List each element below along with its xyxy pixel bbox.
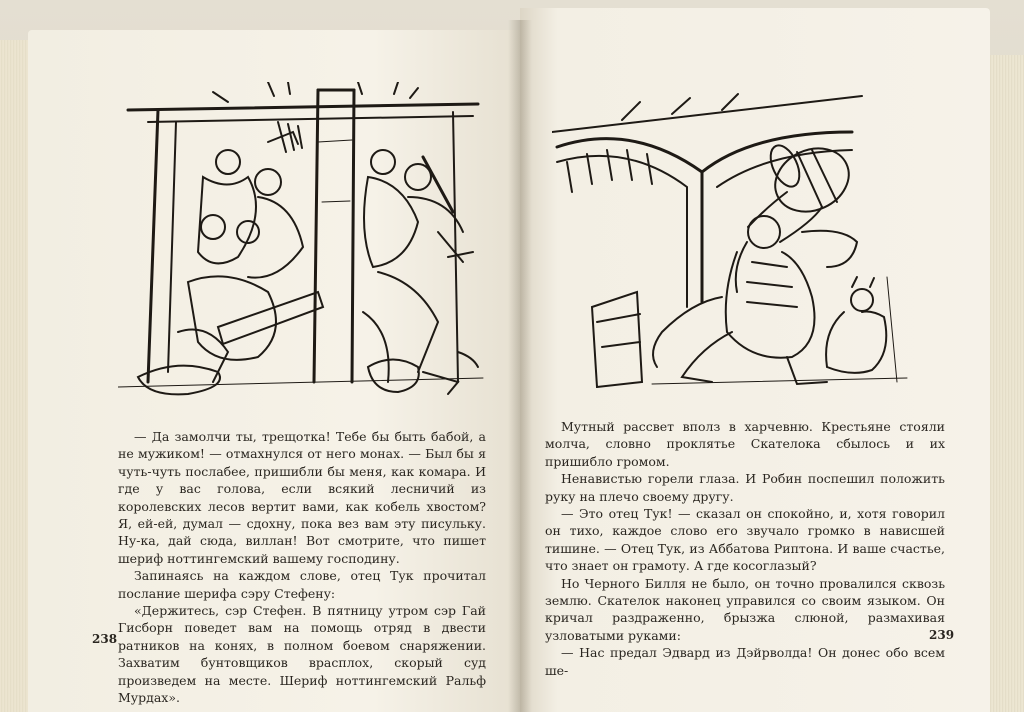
left-page-text	[118, 428, 486, 707]
right-paragraph: — Это отец Тук! — сказал он спокойно, и, хотя говорил он тихо, каждое слово его звучало громко в нависшей тишине. — Отец Тук, из Аббатова Риптона. И ваше счастье, что знает он грамоту. А где косоглазый?	[545, 506, 945, 574]
left-paragraph: — Да замолчи ты, трещотка! Тебе бы быть бабой, а не мужиком! — отмахнулся от него монах. — Был бы я чуть-чуть послабее, пришибли бы меня, как комара. И где у вас голова, если всякий лесничий из королевских лесов вертит вами, как кобель хвостом? Я, ей-ей, думал — сдохну, пока вез вам эту писульку. Ну-ка, дай сюда, виллан! Вот смотрите, что пишет шериф ноттингемский вашему господину.	[118, 429, 486, 566]
right-paragraph: — Нас предал Эдвард из Дэйрволда! Он донес обо всем ше-	[545, 645, 945, 678]
left-paragraph: Запинаясь на каждом слове, отец Тук прочитал послание шерифа сэру Стефену:	[118, 568, 486, 601]
book-gutter	[508, 20, 532, 712]
right-page-text	[545, 418, 945, 679]
left-page-number: 238	[92, 632, 118, 646]
tavern-brawl-illustration	[118, 82, 488, 404]
left-paragraph: «Держитесь, сэр Стефен. В пятницу утром сэр Гай Гисборн поведет вам на помощь отряд в двести ратников на конях, в полном боевом снаряжении. Захватим бунтовщиков врасплох, скорый суд произведем на месте. Шериф ноттингемский Ральф Мурдах».	[118, 603, 486, 706]
right-page-number: 239	[929, 628, 955, 642]
right-paragraph: Мутный рассвет вполз в харчевню. Крестьяне стояли молча, словно проклятье Скателока сбылось и их пришибло громом.	[545, 419, 945, 469]
monk-with-barrel-illustration	[552, 92, 914, 388]
right-paragraph: Но Черного Билля не было, он точно провалился сквозь землю. Скателок наконец управился со своим языком. Он кричал раздраженно, брызжа слюной, размахивая узловатыми руками:	[545, 575, 945, 643]
right-paragraph: Ненавистью горели глаза. И Робин поспешил положить руку на плечо своему другу.	[545, 471, 945, 504]
